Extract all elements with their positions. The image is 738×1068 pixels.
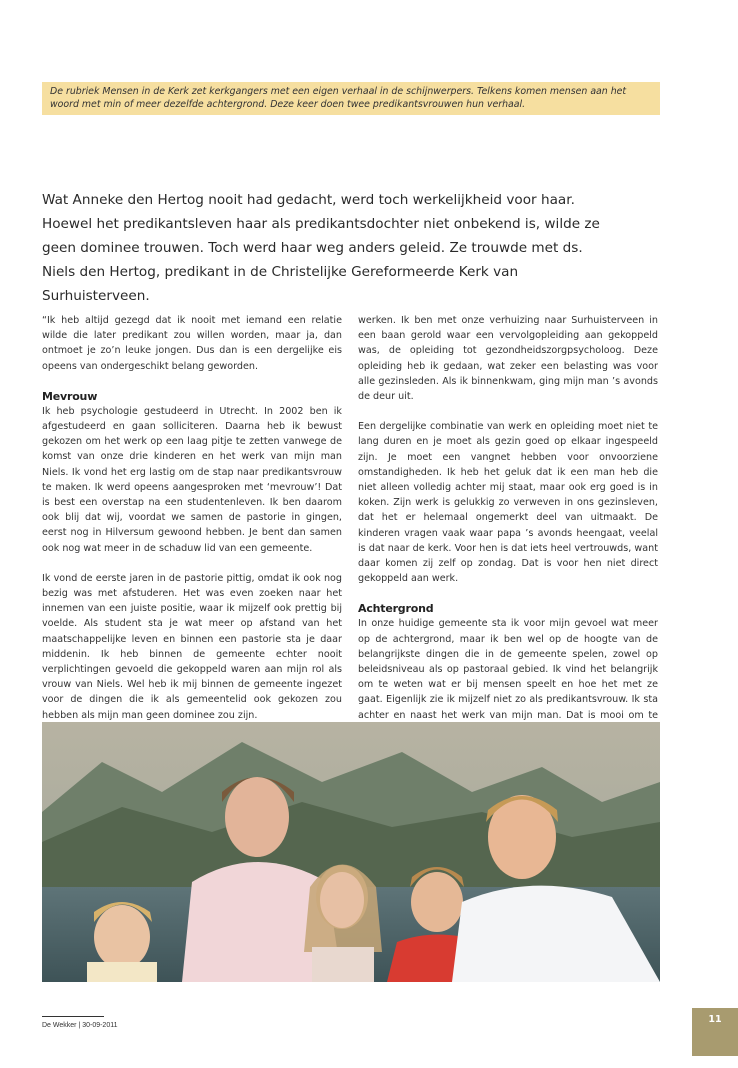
page-number: 11	[708, 1014, 722, 1025]
paragraph: Een dergelijke combinatie van werk en opleiding moet niet te lang duren en je moet als gezin goed op elkaar ingespeeld zijn. Je moet een vangnet hebben voor onvoorziene omstandigheden. Ik heb het geluk dat ik een man heb die niet alleen volledig achter mij staat, maar ook erg goed is in koken. Zijn werk is gelukkig zo verweven in ons gezinsleven, dat het er helemaal ongemerkt deel van uitmaakt. De kinderen vragen vaak waar papa ’s avonds heengaat, veelal is dat naar de kerk. Voor hen is dat iets heel vertrouwds, want daar komen zij zelf op zondag. Dat is voor hen niet direct gekoppeld aan werk.	[358, 421, 658, 585]
article-column-left	[42, 313, 342, 768]
section-heading: Achtergrond	[358, 602, 434, 616]
intro-box	[42, 82, 660, 115]
page-number-tab	[692, 1008, 738, 1056]
article-column-right	[358, 313, 658, 768]
paragraph: Ik vond de eerste jaren in de pastorie pittig, omdat ik ook nog bezig was met afstuderen. Het was even zoeken naar het innemen van een juiste positie, waar ik mijzelf ook prettig bij voelde. Als student sta je wat meer op afstand van het maatschappelijke leven en binnen een pastorie sta je daar middenin. Ik heb binnen de gemeente echter nooit verplichtingen gevoeld die gekoppeld waren aan mijn rol als vrouw van Niels. Wel heb ik mij binnen de gemeente ingezet voor de dingen die ik als gemeentelid ook gekozen zou hebben als mijn man geen dominee zou zijn.	[42, 572, 342, 721]
paragraph: “Ik heb altijd gezegd dat ik nooit met iemand een relatie wilde die later predikant zou willen worden, maar ja, dan ontmoet je zo’n leuke jongen. Dus dan is een dergelijke eis opeens van ondergeschikt belang geworden.	[42, 315, 342, 372]
paragraph: Ik heb psychologie gestudeerd in Utrecht. In 2002 ben ik afgestudeerd en gaan solliciteren. Daarna heb ik bewust gekozen om het werk op een laag pitje te zetten vanwege de komst van onze drie kinderen en het werk van mijn man Niels. Ik vond het erg lastig om de stap naar predikantsvrouw te maken. Ik werd opeens aangesproken met ‘mevrouw’! Dat is best een overstap na een studentenleven. Ik ben daarom ook blij dat wij, voordat we samen de pastorie in gingen, eerst nog in Hilversum gewoond hebben. Je bent dan samen ook nog wat meer in de schaduw lid van een gemeente.	[42, 405, 342, 554]
intro-text: De rubriek Mensen in de Kerk zet kerkgangers met een eigen verhaal in de schijnwerpers. Telkens komen mensen aan het woord met min of meer dezelfde achtergrond. Deze keer doen twee predikantsvrouwen hun verhaal.	[50, 86, 627, 110]
section-heading: Mevrouw	[42, 389, 98, 403]
family-photo	[42, 722, 660, 982]
paragraph: werken. Ik ben met onze verhuizing naar Surhuisterveen in een baan gerold waar een vervolgopleiding aan gekoppeld was, de opleiding tot gezondheidszorgpsycholoog. Deze opleiding heb ik gedaan, wat zeker een belasting was voor alle gezinsleden. Als ik binnenkwam, ging mijn man ’s avonds de deur uit.	[358, 315, 658, 403]
paragraph: In onze huidige gemeente sta ik voor mijn gevoel wat meer op de achtergrond, maar ik ben wel op de hoogte van de belangrijkste dingen die in de gemeente spelen, zowel op beleidsniveau als op pastoraal gebied. Ik vind het belangrijk om te weten wat er bij mensen speelt en hoe het met ze gaat. Eigenlijk zie ik mijzelf niet zo als predikantsvrouw. Ik sta achter en naast het werk van mijn man. Dat is mooi om te	[358, 618, 658, 721]
footer-rule	[42, 1016, 104, 1017]
footer-source: De Wekker | 30-09-2011	[42, 1022, 118, 1029]
lead-paragraph: Wat Anneke den Hertog nooit had gedacht, werd toch werkelijkheid voor haar. Hoewel het predikantsleven haar als predikantsdochter niet onbekend is, wilde ze geen dominee trouwen. Toch werd haar weg anders geleid. Ze trouwde met ds. Niels den Hertog, predikant in de Christelijke Gereformeerde Kerk van Surhuisterveen.	[42, 192, 600, 304]
